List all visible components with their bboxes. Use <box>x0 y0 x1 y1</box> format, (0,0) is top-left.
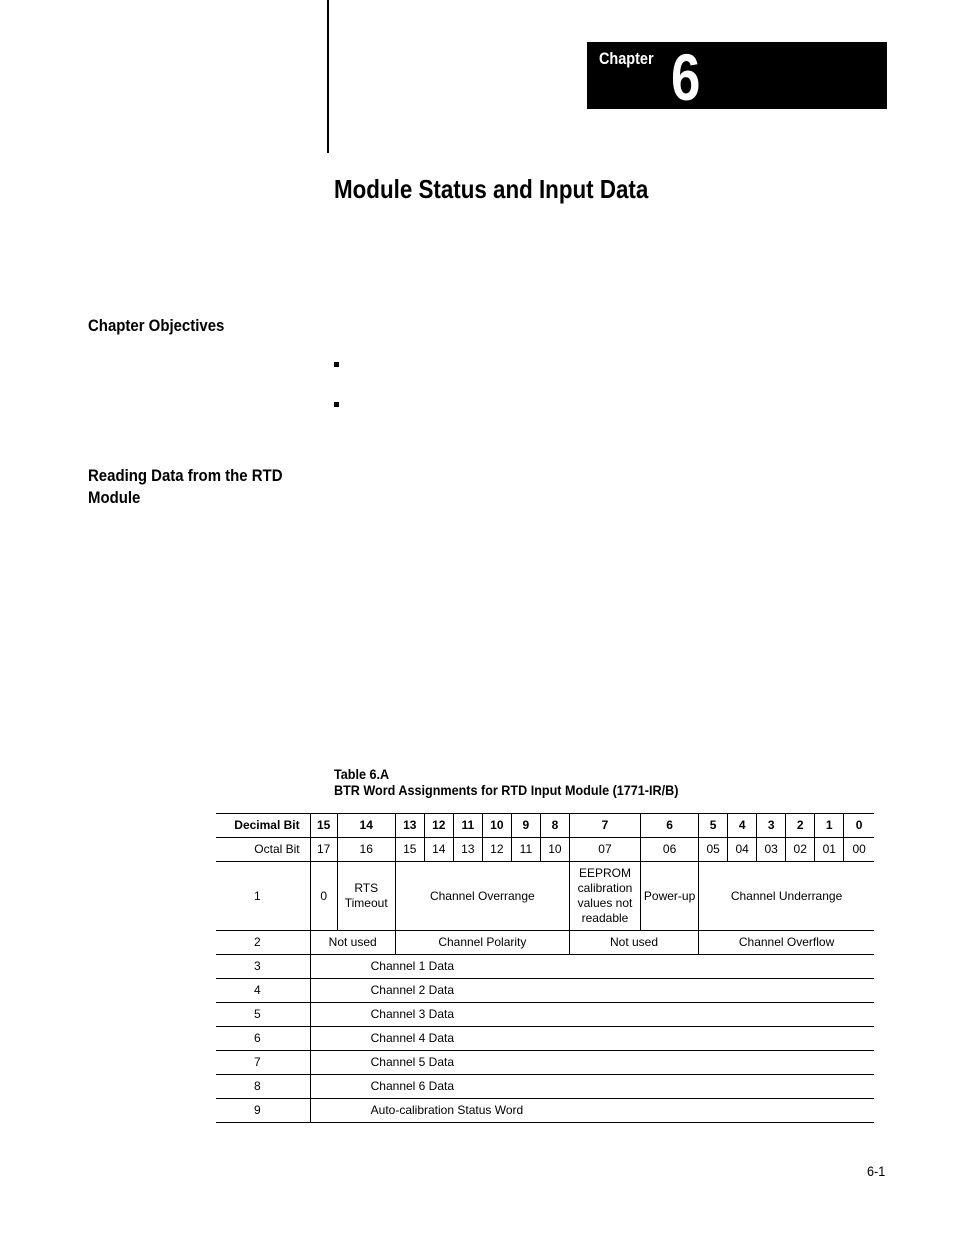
word-number: 8 <box>216 1075 310 1099</box>
chapter-number: 6 <box>671 40 701 114</box>
reading-data-heading <box>88 465 283 509</box>
word-number: 3 <box>216 955 310 979</box>
page-number: 6-1 <box>867 1163 886 1179</box>
table-row <box>216 1051 874 1075</box>
word-description: Channel 3 Data <box>310 1003 874 1027</box>
decimal-bit-cell: 8 <box>540 814 569 838</box>
word2-not-used-high: Not used <box>310 931 395 955</box>
octal-bit-cell: 10 <box>540 838 569 862</box>
decimal-bit-cell: 2 <box>786 814 815 838</box>
decimal-bit-cell: 1 <box>815 814 844 838</box>
octal-bit-label: Octal Bit <box>216 838 310 862</box>
reading-data-heading-line1: Reading Data from the RTD <box>88 466 283 485</box>
chapter-vertical-rule <box>327 0 329 153</box>
table-row <box>216 1075 874 1099</box>
table-caption <box>334 766 678 798</box>
word1-eeprom-calibration: EEPROM calibration values not readable <box>569 862 640 931</box>
table-title: BTR Word Assignments for RTD Input Module (1771-IR/B) <box>334 782 679 798</box>
word2-channel-overflow: Channel Overflow <box>699 931 874 955</box>
btr-word-assignment-table <box>216 813 874 1123</box>
word-description: Channel 4 Data <box>310 1027 874 1051</box>
octal-bit-cell: 01 <box>815 838 844 862</box>
word-number: 9 <box>216 1099 310 1123</box>
decimal-bit-label: Decimal Bit <box>216 814 310 838</box>
octal-bit-cell: 06 <box>641 838 699 862</box>
decimal-bit-cell: 3 <box>757 814 786 838</box>
word1-bit15: 0 <box>310 862 337 931</box>
word-2-row <box>216 931 874 955</box>
octal-bit-cell: 13 <box>453 838 482 862</box>
bullet-marker-1 <box>334 362 339 367</box>
word-number: 4 <box>216 979 310 1003</box>
decimal-bit-cell: 11 <box>453 814 482 838</box>
chapter-objectives-heading: Chapter Objectives <box>88 316 225 335</box>
word-description: Channel 5 Data <box>310 1051 874 1075</box>
table-row <box>216 1003 874 1027</box>
table-row <box>216 1027 874 1051</box>
word-number: 5 <box>216 1003 310 1027</box>
table-number: Table 6.A <box>334 766 390 782</box>
octal-bit-cell: 15 <box>395 838 424 862</box>
decimal-bit-cell: 12 <box>424 814 453 838</box>
table-row <box>216 979 874 1003</box>
word1-channel-underrange: Channel Underrange <box>699 862 874 931</box>
decimal-bit-cell: 7 <box>569 814 640 838</box>
decimal-bit-cell: 6 <box>641 814 699 838</box>
octal-bit-cell: 05 <box>699 838 728 862</box>
bullet-marker-2 <box>334 402 339 407</box>
word-number: 1 <box>216 862 310 931</box>
decimal-bit-cell: 13 <box>395 814 424 838</box>
decimal-bit-row <box>216 814 874 838</box>
chapter-label: Chapter <box>599 49 654 68</box>
decimal-bit-cell: 5 <box>699 814 728 838</box>
octal-bit-row <box>216 838 874 862</box>
decimal-bit-cell: 0 <box>844 814 874 838</box>
octal-bit-cell: 07 <box>569 838 640 862</box>
chapter-tab <box>587 40 887 114</box>
octal-bit-cell: 02 <box>786 838 815 862</box>
word-number: 7 <box>216 1051 310 1075</box>
octal-bit-cell: 03 <box>757 838 786 862</box>
octal-bit-cell: 04 <box>728 838 757 862</box>
page-title: Module Status and Input Data <box>334 174 649 204</box>
word2-not-used-mid: Not used <box>569 931 698 955</box>
octal-bit-cell: 16 <box>337 838 395 862</box>
octal-bit-cell: 14 <box>424 838 453 862</box>
word1-rts-timeout: RTS Timeout <box>337 862 395 931</box>
decimal-bit-cell: 9 <box>511 814 540 838</box>
word-number: 2 <box>216 931 310 955</box>
word-description: Auto-calibration Status Word <box>310 1099 874 1123</box>
table-row <box>216 955 874 979</box>
table-row <box>216 1099 874 1123</box>
decimal-bit-cell: 14 <box>337 814 395 838</box>
octal-bit-cell: 12 <box>482 838 511 862</box>
word-description: Channel 2 Data <box>310 979 874 1003</box>
word-description: Channel 6 Data <box>310 1075 874 1099</box>
word2-channel-polarity: Channel Polarity <box>395 931 569 955</box>
decimal-bit-cell: 15 <box>310 814 337 838</box>
decimal-bit-cell: 10 <box>482 814 511 838</box>
word-number: 6 <box>216 1027 310 1051</box>
reading-data-heading-line2: Module <box>88 488 141 507</box>
word-1-row <box>216 862 874 931</box>
word-description: Channel 1 Data <box>310 955 874 979</box>
octal-bit-cell: 17 <box>310 838 337 862</box>
word1-channel-overrange: Channel Overrange <box>395 862 569 931</box>
octal-bit-cell: 11 <box>511 838 540 862</box>
decimal-bit-cell: 4 <box>728 814 757 838</box>
word1-power-up: Power-up <box>641 862 699 931</box>
octal-bit-cell: 00 <box>844 838 874 862</box>
